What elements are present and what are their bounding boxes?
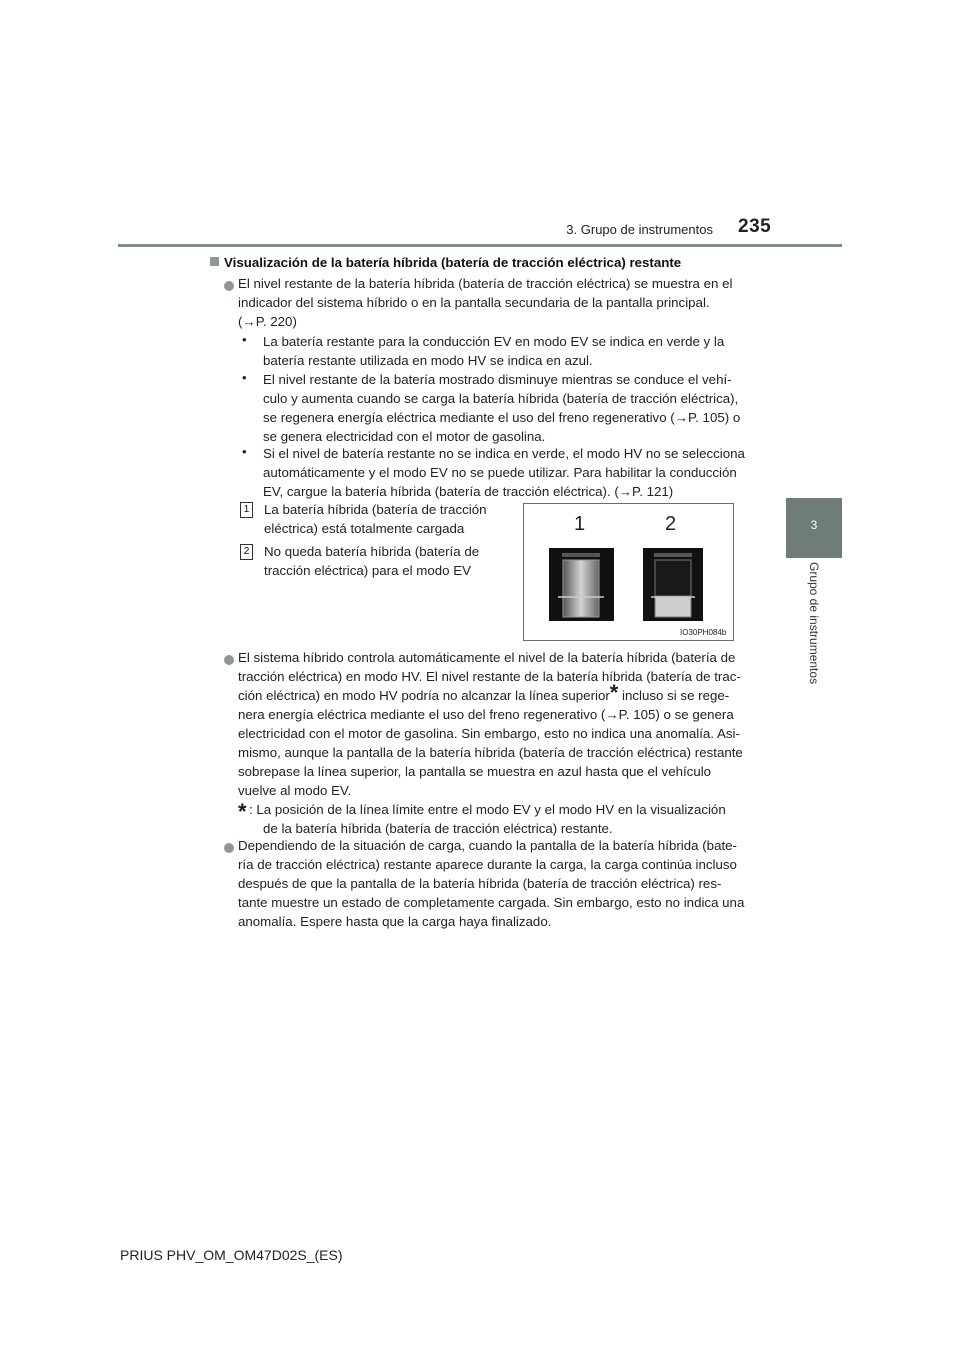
text-line: : La posición de la línea límite entre el modo EV y el modo HV en la visualización <box>249 802 726 817</box>
sub-bullet-icon: • <box>242 370 247 385</box>
chapter-tab-label: Grupo de instrumentos <box>807 562 821 685</box>
text-line: eléctrica) está totalmente cargada <box>264 521 465 536</box>
asterisk-mark: * <box>609 680 619 705</box>
callout-number-1: 1 <box>240 502 253 518</box>
document-footer: PRIUS PHV_OM_OM47D02S_(ES) <box>120 1247 343 1263</box>
sub-item-3 <box>263 444 748 501</box>
text-line: El sistema híbrido controla automáticamente el nivel de la batería híbrida (batería de <box>238 650 736 665</box>
text-line: se regenera energía eléctrica mediante el uso del freno regenerativo (→P. 105) o <box>263 410 741 425</box>
sub-item-1 <box>263 332 748 370</box>
text-line: El nivel restante de la batería mostrado disminuye mientras se conduce el vehí- <box>263 372 732 387</box>
section-title <box>210 255 681 270</box>
figure-label-1: 1 <box>574 513 586 535</box>
text-line: indicador del sistema híbrido o en la pantalla secundaria de la pantalla principal. <box>238 295 710 310</box>
text-fragment: incluso si se rege- <box>618 688 730 703</box>
bullet-paragraph-2 <box>238 648 748 800</box>
text-line: vuelve al modo EV. <box>238 783 352 798</box>
text-line: se genera electricidad con el motor de gasolina. <box>263 429 546 444</box>
text-line: La batería restante para la conducción EV en modo EV se indica en verde y la <box>263 334 725 349</box>
battery-illustration <box>524 504 733 640</box>
page-number: 235 <box>738 216 772 237</box>
text-line: culo y aumenta cuando se carga la batería híbrida (batería de tracción eléctrica), <box>263 391 739 406</box>
callout-2 <box>264 542 506 580</box>
footnote-asterisk: * <box>238 799 247 824</box>
text-line: sobrepase la línea superior, la pantalla se muestra en azul hasta que el vehículo <box>238 764 712 779</box>
sub-bullet-icon: • <box>242 444 247 459</box>
section-title-text: Visualización de la batería híbrida (batería de tracción eléctrica) restante <box>224 255 682 270</box>
battery-figure <box>523 503 734 641</box>
figure-code: IO30PH084b <box>680 628 727 637</box>
text-line: No queda batería híbrida (batería de <box>264 544 480 559</box>
sub-item-2 <box>263 370 748 446</box>
callout-number-2: 2 <box>240 544 253 560</box>
text-line: de la batería híbrida (batería de tracción eléctrica) restante. <box>263 821 613 836</box>
text-line: nera energía eléctrica mediante el uso del freno regenerativo (→P. 105) o se genera <box>238 707 734 722</box>
text-line: automáticamente y el modo EV no se puede utilizar. Para habilitar la conducción <box>263 465 737 480</box>
text-line: Si el nivel de batería restante no se indica en verde, el modo HV no se selecciona <box>263 446 745 461</box>
footnote <box>249 800 748 838</box>
chapter-tab-number: 3 <box>810 518 818 532</box>
text-line: tante muestre un estado de completamente cargada. Sin embargo, esto no indica una <box>238 895 745 910</box>
figure-label-2: 2 <box>665 513 677 535</box>
bullet-paragraph-3 <box>238 836 748 931</box>
text-fragment: ción eléctrica) en modo HV podría no alcanzar la línea superior <box>238 688 610 703</box>
text-line: batería restante utilizada en modo HV se indica en azul. <box>263 353 593 368</box>
bullet-dot-icon <box>224 655 234 665</box>
text-line: EV, cargue la batería híbrida (batería de tracción eléctrica). (→P. 121) <box>263 484 674 499</box>
battery-full-icon <box>549 548 614 621</box>
text-line: anomalía. Espere hasta que la carga haya finalizado. <box>238 914 552 929</box>
bullet-dot-icon <box>224 281 234 291</box>
text-line: mismo, aunque la pantalla de la batería híbrida (batería de tracción eléctrica) restante <box>238 745 743 760</box>
sub-bullet-icon: • <box>242 332 247 347</box>
text-line: (→P. 220) <box>238 314 297 329</box>
text-line: El nivel restante de la batería híbrida (batería de tracción eléctrica) se muestra en el <box>238 276 733 291</box>
text-line: Dependiendo de la situación de carga, cuando la pantalla de la batería híbrida (bate- <box>238 838 737 853</box>
header-section-title: 3. Grupo de instrumentos <box>566 222 713 237</box>
battery-empty-icon <box>643 548 703 621</box>
text-line <box>238 680 748 705</box>
text-line: tracción eléctrica) en modo HV. El nivel restante de la batería híbrida (batería de trac- <box>238 669 741 684</box>
text-line: electricidad con el motor de gasolina. Sin embargo, esto no indica una anomalía. Asi- <box>238 726 740 741</box>
header-rule <box>118 244 842 247</box>
bullet-dot-icon <box>224 843 234 853</box>
callout-1 <box>264 500 506 538</box>
section-square-icon <box>210 257 219 266</box>
text-line: tracción eléctrica) para el modo EV <box>264 563 471 578</box>
text-line: ría de tracción eléctrica) restante aparece durante la carga, la carga continúa incluso <box>238 857 737 872</box>
bullet-paragraph-1 <box>238 274 748 331</box>
text-line: después de que la pantalla de la batería híbrida (batería de tracción eléctrica) res- <box>238 876 722 891</box>
text-line: La batería híbrida (batería de tracción <box>264 502 487 517</box>
